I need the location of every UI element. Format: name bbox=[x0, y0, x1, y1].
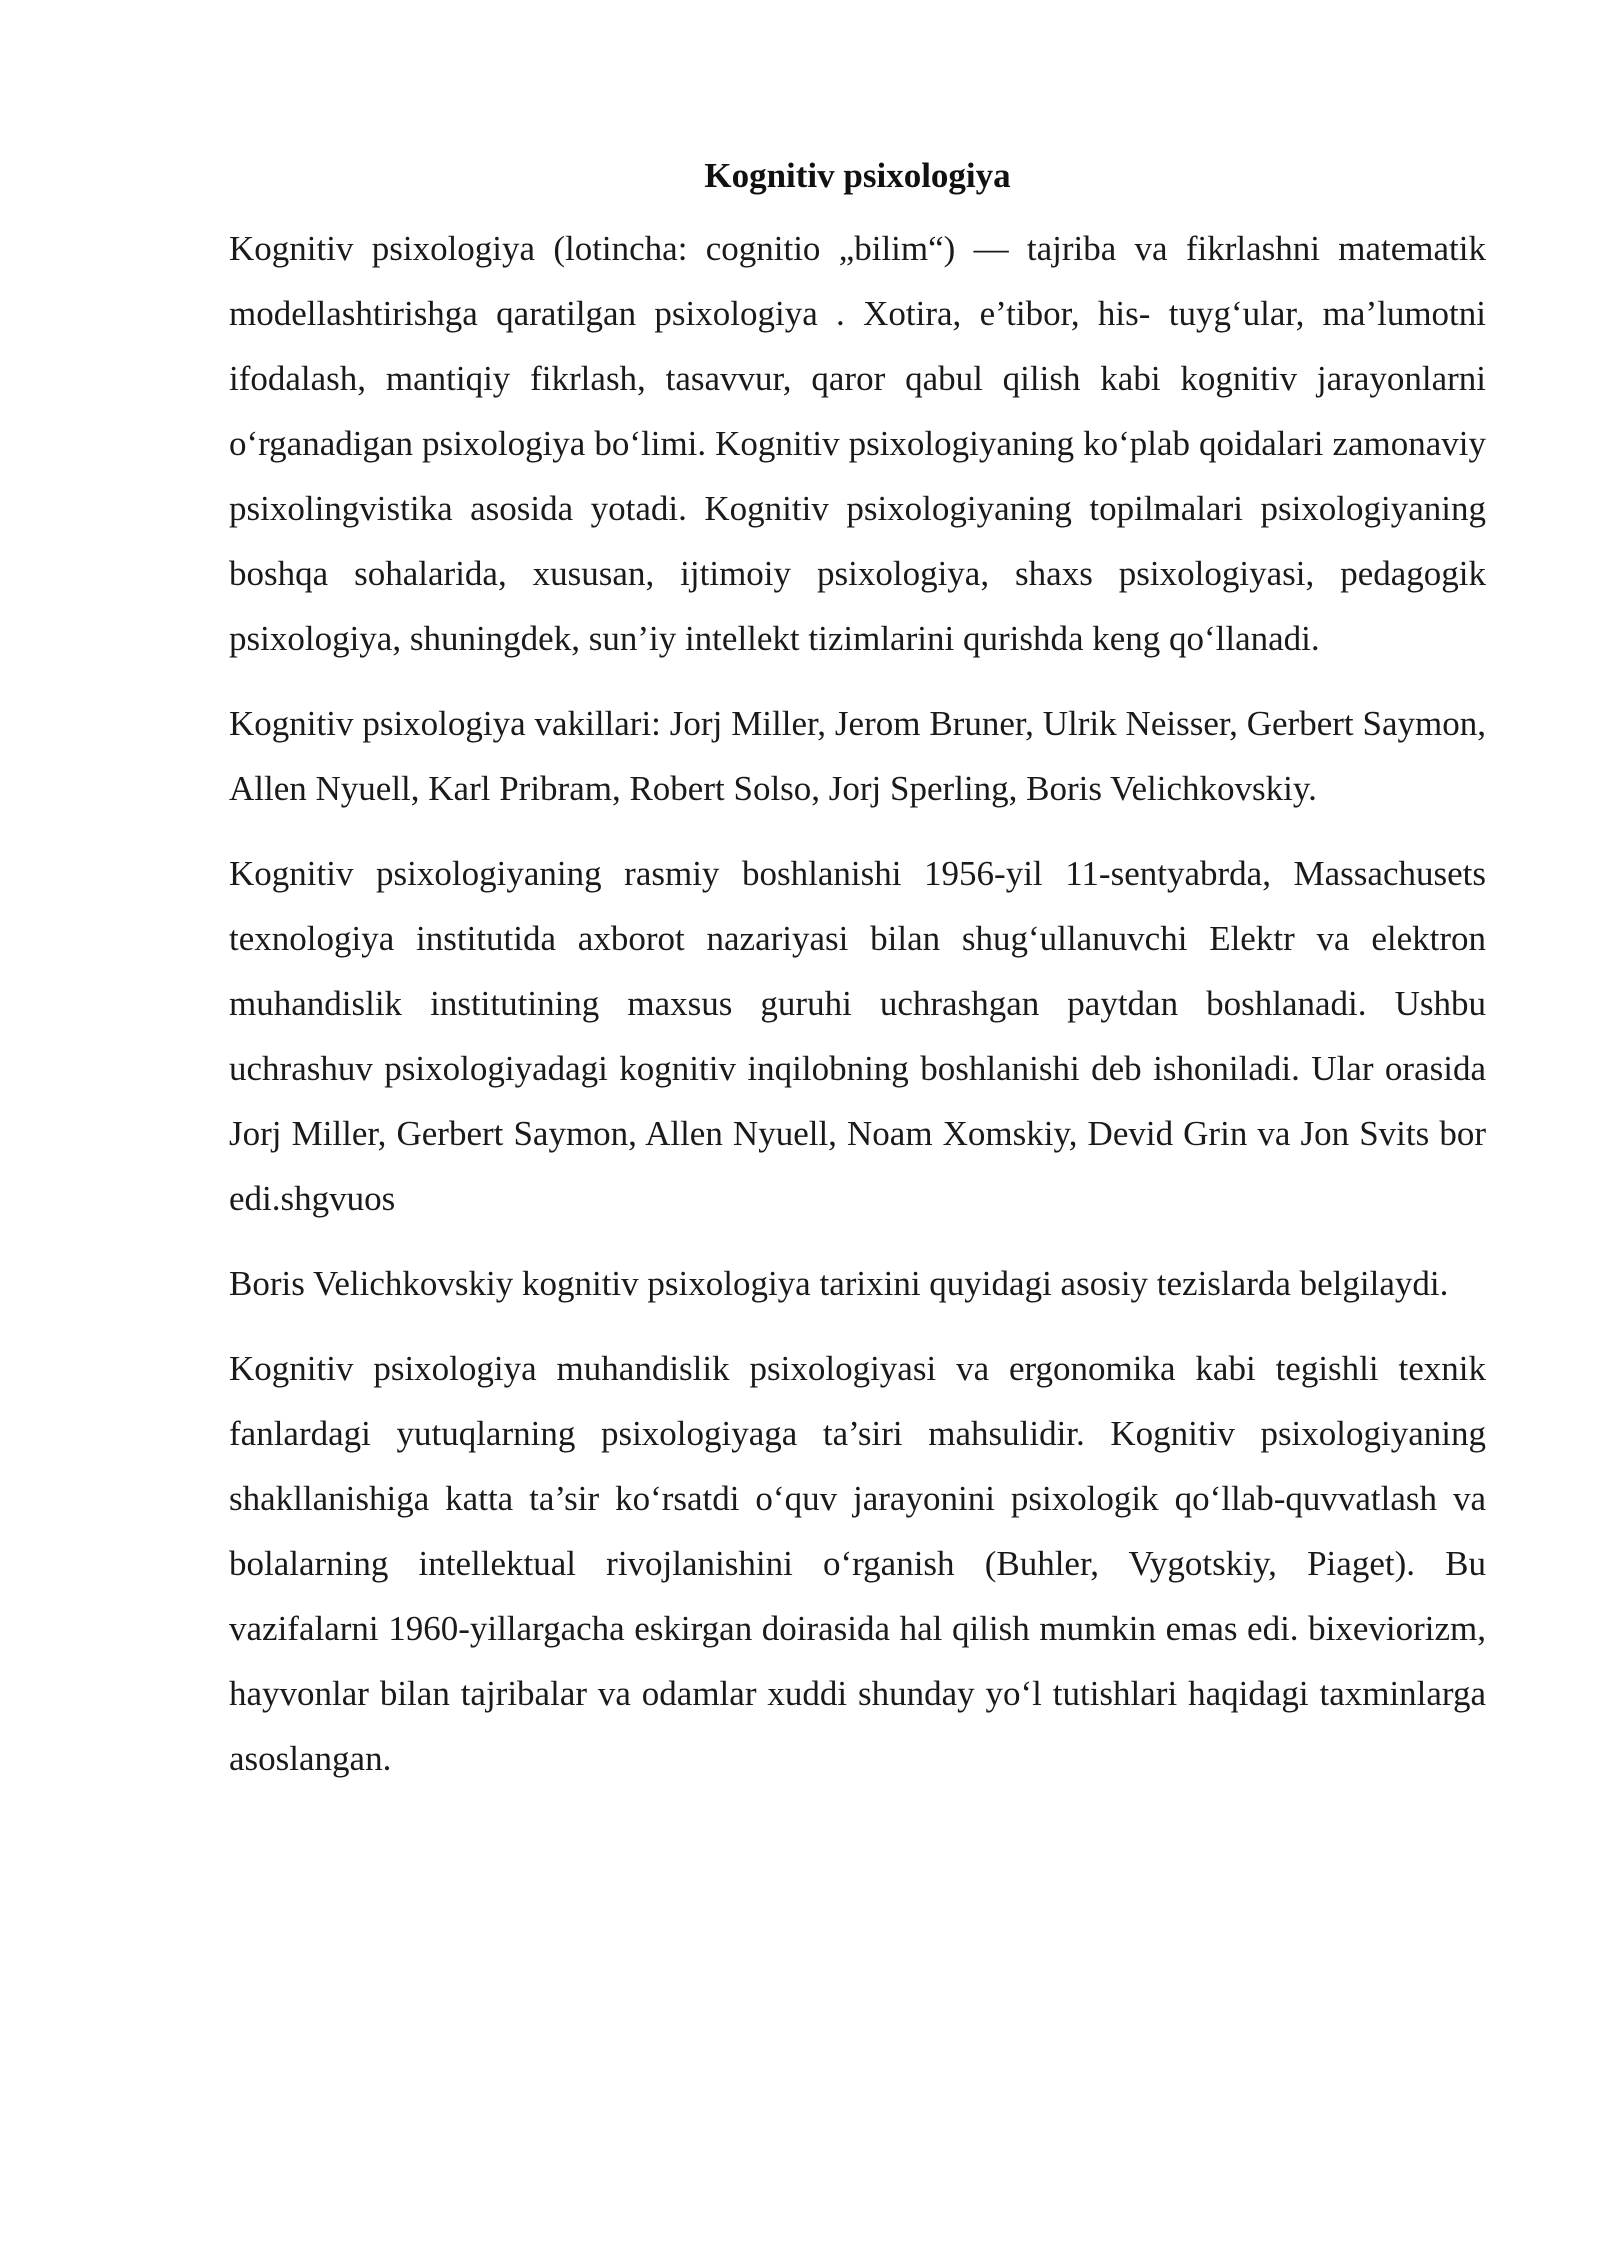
paragraph-definition: Kognitiv psixologiya (lotincha: cognitio „bilim“) — tajriba va fikrlashni matematik modellashtirishga qaratilgan psixologiya . Xotira, e’tibor, his- tuyg‘ular, ma’lumotni ifodalash, mantiqiy fikrlash, tasavvur, qaror qabul qilish kabi kognitiv jarayonlarni o‘rganadigan psixologiya bo‘limi. Kognitiv psixologiyaning ko‘plab qoidalari zamonaviy psixolingvistika asosida yotadi. Kognitiv psixologiyaning topilmalari psixologiyaning boshqa sohalarida, xususan, ijtimoiy psixologiya, shaxs psixologiyasi, pedagogik psixologiya, shuningdek, sun’iy intellekt tizimlarini qurishda keng qo‘llanadi. bbox=[229, 229, 1486, 658]
document-title: Kognitiv psixologiya bbox=[704, 156, 1011, 195]
paragraph-velichkovskiy: Boris Velichkovskiy kognitiv psixologiya tarixini quyidagi asosiy tezislarda belgilaydi. bbox=[229, 1264, 1449, 1303]
paragraph-representatives: Kognitiv psixologiya vakillari: Jorj Miller, Jerom Bruner, Ulrik Neisser, Gerbert Saymon, Allen Nyuell, Karl Pribram, Robert Solso, Jorj Sperling, Boris Velichkovskiy. bbox=[229, 704, 1486, 808]
document-body bbox=[229, 148, 1486, 1811]
paragraph-history-start: Kognitiv psixologiyaning rasmiy boshlanishi 1956-yil 11-sentyabrda, Massachusets texnologiya institutida axborot nazariyasi bilan shug‘ullanuvchi Elektr va elektron muhandislik institutining maxsus guruhi uchrashgan paytdan boshlanadi. Ushbu uchrashuv psixologiyadagi kognitiv inqilobning boshlanishi deb ishoniladi. Ular orasida Jorj Miller, Gerbert Saymon, Allen Nyuell, Noam Xomskiy, Devid Grin va Jon Svits bor edi.shgvuos bbox=[229, 854, 1486, 1218]
paragraph-influences: Kognitiv psixologiya muhandislik psixologiyasi va ergonomika kabi tegishli texnik fanlardagi yutuqlarning psixologiyaga ta’siri mahsulidir. Kognitiv psixologiyaning shakllanishiga katta ta’sir ko‘rsatdi o‘quv jarayonini psixologik qo‘llab-quvvatlash va bolalarning intellektual rivojlanishini o‘rganish (Buhler, Vygotskiy, Piaget). Bu vazifalarni 1960-yillargacha eskirgan doirasida hal qilish mumkin emas edi. bixeviorizm, hayvonlar bilan tajribalar va odamlar xuddi shunday yo‘l tutishlari haqidagi taxminlarga asoslangan. bbox=[229, 1349, 1486, 1778]
